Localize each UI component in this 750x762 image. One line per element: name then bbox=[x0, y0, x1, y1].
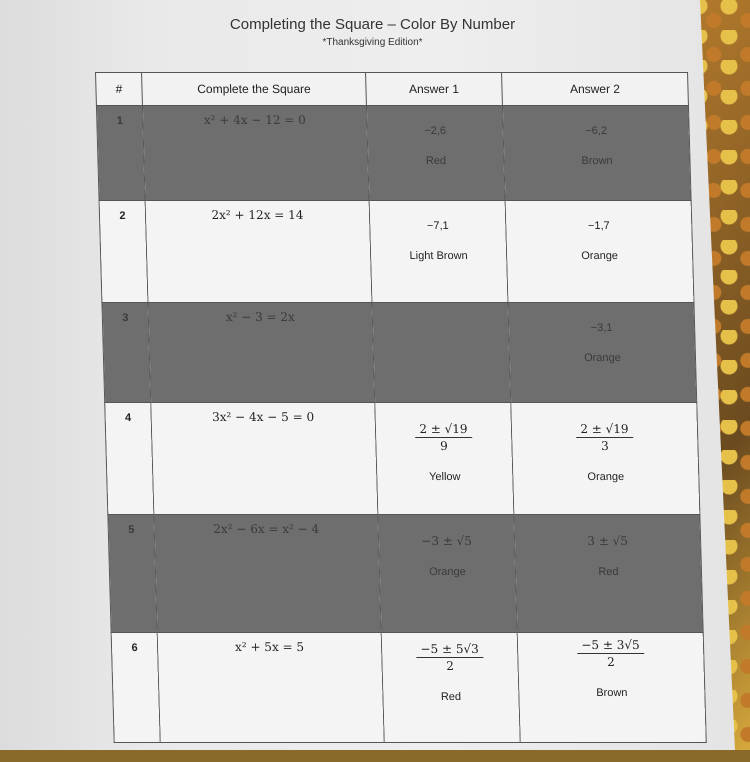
answer-color: Orange bbox=[581, 250, 619, 262]
answer-color: Brown bbox=[596, 687, 628, 699]
header-answer-1: Answer 1 bbox=[366, 73, 503, 106]
table-row bbox=[102, 303, 697, 403]
answer-color: Brown bbox=[581, 155, 613, 167]
worksheet-table-wrapper bbox=[95, 72, 706, 762]
row-number: 2 bbox=[99, 201, 148, 303]
answer-fraction: $\frac{-5 \pm 5√3}{2}$ bbox=[416, 642, 483, 673]
table-row bbox=[96, 106, 691, 201]
answer-2-cell bbox=[514, 515, 703, 633]
answer-1-cell bbox=[378, 515, 517, 633]
answer-color: Orange bbox=[583, 352, 622, 364]
answer-2-cell bbox=[511, 403, 700, 515]
answer-1-cell bbox=[366, 106, 505, 201]
answer-fraction: $\frac{2 \pm √19}{3}$ bbox=[576, 422, 633, 453]
answer-color: Red bbox=[440, 691, 462, 703]
equation-cell: 2x² − 6x = x² − 4 bbox=[154, 515, 381, 633]
answer-color: Orange bbox=[587, 471, 625, 483]
answer-1-cell bbox=[381, 633, 520, 743]
answer-color: Light Brown bbox=[409, 250, 468, 262]
answer-color: Orange bbox=[428, 566, 466, 578]
answer-value: −2,6 bbox=[424, 125, 447, 137]
equation-cell: 3x² − 4x − 5 = 0 bbox=[151, 403, 378, 515]
row-number: 5 bbox=[108, 515, 157, 633]
answer-2-cell bbox=[502, 106, 691, 201]
answer-1-cell bbox=[375, 403, 514, 515]
answer-fraction: $\frac{2 \pm √19}{9}$ bbox=[415, 422, 472, 453]
answer-value: −3 ± √5 bbox=[421, 534, 473, 548]
answer-fraction: $\frac{-5 \pm 3√5}{2}$ bbox=[577, 638, 644, 669]
answer-color: Red bbox=[598, 566, 619, 578]
answer-2-cell bbox=[508, 303, 697, 403]
answer-1-cell bbox=[372, 303, 511, 403]
header-complete-square: Complete the Square bbox=[142, 73, 367, 106]
answer-2-cell bbox=[517, 633, 706, 743]
answer-value: −7,1 bbox=[426, 220, 449, 232]
equation-cell: x² + 4x − 12 = 0 bbox=[142, 106, 369, 201]
answer-color: Red bbox=[425, 155, 447, 167]
answer-value: −6,2 bbox=[585, 125, 608, 137]
table-row bbox=[105, 403, 700, 515]
equation-cell: x² − 3 = 2x bbox=[148, 303, 375, 403]
equation-cell: 2x² + 12x = 14 bbox=[145, 201, 372, 303]
equation-cell: x² + 5x = 5 bbox=[157, 633, 384, 743]
worksheet-table bbox=[95, 72, 707, 743]
answer-value: −3,1 bbox=[590, 322, 613, 334]
row-number: 4 bbox=[105, 403, 154, 515]
table-row bbox=[111, 633, 706, 743]
header-number: # bbox=[96, 73, 143, 106]
header-answer-2: Answer 2 bbox=[502, 73, 689, 106]
table-row bbox=[99, 201, 694, 303]
row-number: 6 bbox=[111, 633, 160, 743]
header-row bbox=[96, 73, 689, 106]
answer-value: −1,7 bbox=[587, 220, 610, 232]
worksheet-title: Completing the Square – Color By Number bbox=[229, 16, 516, 33]
row-number: 1 bbox=[96, 106, 145, 201]
answer-2-cell bbox=[505, 201, 694, 303]
answer-color: Yellow bbox=[428, 471, 461, 483]
row-number: 3 bbox=[102, 303, 151, 403]
answer-value: 3 ± √5 bbox=[587, 534, 629, 548]
worksheet-subtitle: *Thanksgiving Edition* bbox=[322, 37, 423, 48]
answer-1-cell bbox=[369, 201, 508, 303]
table-row bbox=[108, 515, 703, 633]
